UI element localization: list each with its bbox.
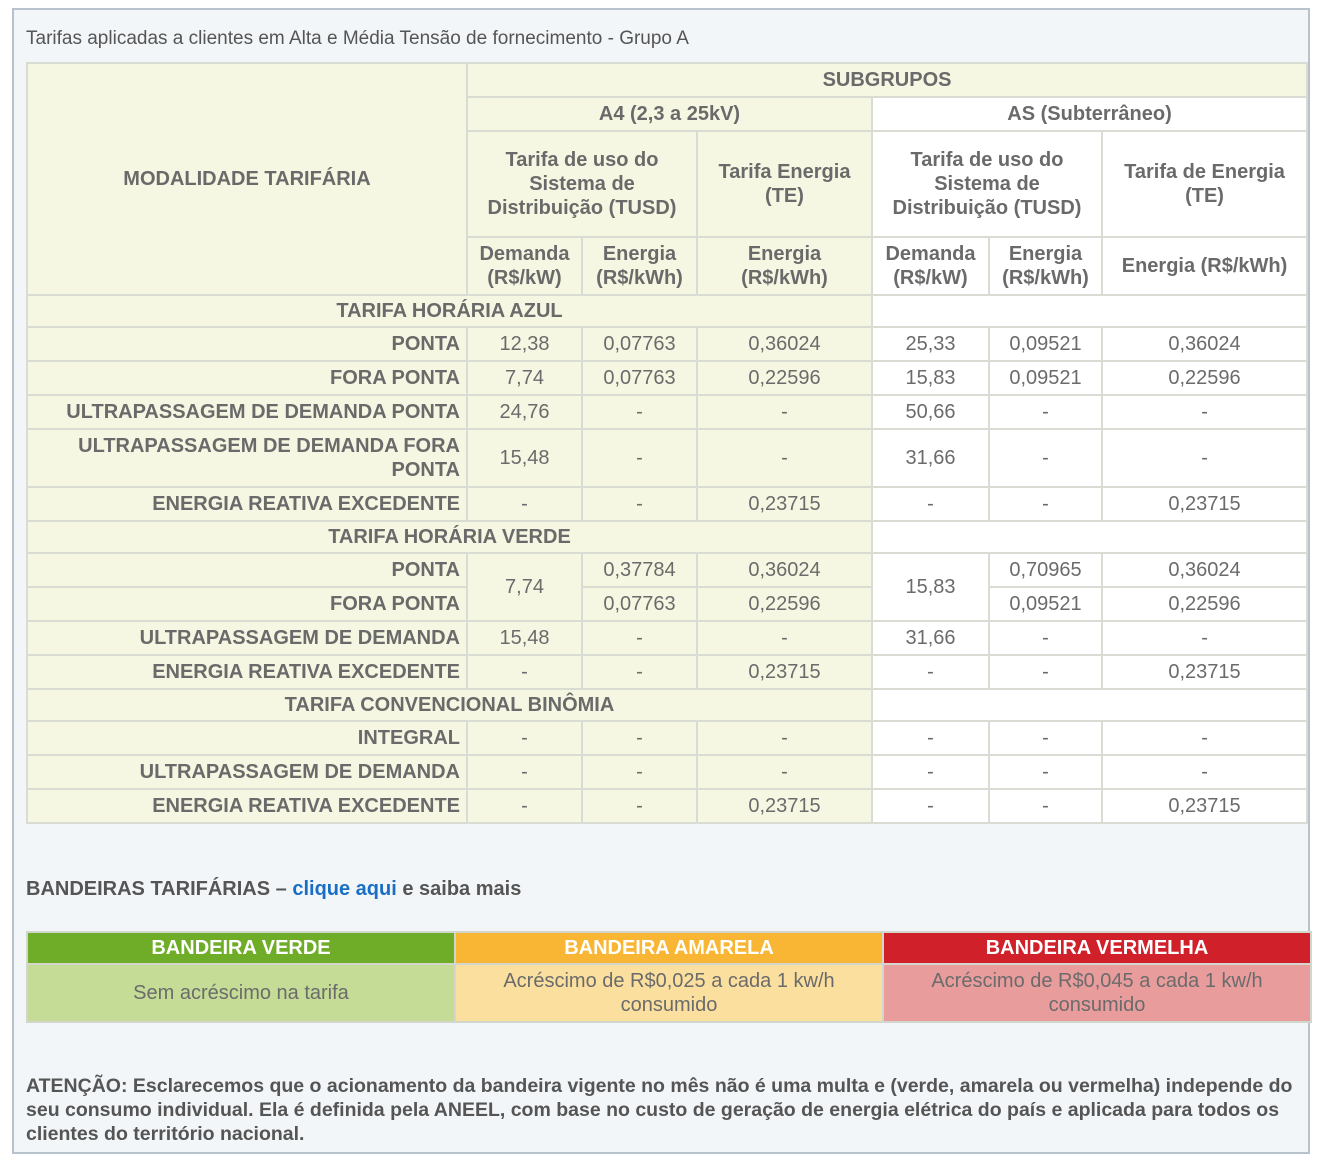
cell-value: -: [697, 721, 872, 755]
cell-value: -: [1102, 621, 1307, 655]
row-label: ENERGIA REATIVA EXCEDENTE: [27, 655, 467, 689]
flag-verde-header: BANDEIRA VERDE: [27, 932, 455, 964]
cell-value: -: [467, 789, 582, 823]
a4-demanda-header: Demanda (R$/kW): [467, 237, 582, 295]
attention-note: ATENÇÃO: Esclarecemos que o acionamento da bandeira vigente no mês não é uma multa e (verde, amarela ou vermelha) independe do seu consumo individual. Ela é definida pela ANEEL, com base no custo de geração de energia elétrica do país e aplicada para todos os clientes do território nacional.: [26, 1075, 1293, 1145]
tariff-panel: [12, 8, 1310, 1154]
modalidade-header: MODALIDADE TARIFÁRIA: [27, 63, 467, 295]
table-row: [27, 553, 1307, 587]
flag-amarela-text: Acréscimo de R$0,025 a cada 1 kw/h consumido: [455, 964, 883, 1022]
cell-value: -: [582, 395, 697, 429]
section-azul-blank: [872, 295, 1307, 327]
cell-value: 0,07763: [582, 361, 697, 395]
row-label: ENERGIA REATIVA EXCEDENTE: [27, 789, 467, 823]
flag-vermelha-text: Acréscimo de R$0,045 a cada 1 kw/h consumido: [883, 964, 1311, 1022]
cell-value: -: [989, 721, 1102, 755]
section-verde: TARIFA HORÁRIA VERDE: [27, 521, 872, 553]
bandeiras-title-suffix: e saiba mais: [402, 878, 522, 900]
table-row: [27, 327, 1307, 361]
cell-value: -: [1102, 755, 1307, 789]
cell-value: -: [872, 789, 989, 823]
cell-value: -: [1102, 395, 1307, 429]
cell-value: -: [467, 655, 582, 689]
row-label: INTEGRAL: [27, 721, 467, 755]
cell-value: -: [872, 655, 989, 689]
cell-value: -: [989, 487, 1102, 521]
cell-value: -: [989, 755, 1102, 789]
cell-value: -: [872, 487, 989, 521]
row-label: ULTRAPASSAGEM DE DEMANDA FORA PONTA: [27, 429, 467, 487]
cell-value: 7,74: [467, 361, 582, 395]
cell-value: -: [582, 721, 697, 755]
cell-value: 24,76: [467, 395, 582, 429]
as-demanda-header: Demanda (R$/kW): [872, 237, 989, 295]
cell-value: -: [582, 487, 697, 521]
cell-value: 0,23715: [1102, 789, 1307, 823]
cell-value: 0,36024: [697, 553, 872, 587]
table-row: [27, 655, 1307, 689]
table-row: [27, 721, 1307, 755]
cell-value: 0,22596: [697, 587, 872, 621]
cell-value: 0,22596: [697, 361, 872, 395]
cell-value: -: [582, 429, 697, 487]
clique-aqui-link[interactable]: clique aqui: [292, 878, 397, 900]
cell-value: 0,09521: [989, 327, 1102, 361]
cell-value: -: [582, 655, 697, 689]
as-tusd-header: Tarifa de uso do Sistema de Distribuição (TUSD): [872, 131, 1102, 237]
row-label: ULTRAPASSAGEM DE DEMANDA: [27, 621, 467, 655]
cell-value: -: [872, 755, 989, 789]
cell-value: 0,22596: [1102, 361, 1307, 395]
cell-value: 0,23715: [697, 655, 872, 689]
a4-tusd-header: Tarifa de uso do Sistema de Distribuição (TUSD): [467, 131, 697, 237]
a4-te-energia-header: Energia (R$/kWh): [697, 237, 872, 295]
table-row: [27, 429, 1307, 487]
table-row: [27, 621, 1307, 655]
row-label: FORA PONTA: [27, 361, 467, 395]
as-header: AS (Subterrâneo): [872, 97, 1307, 131]
cell-value: 0,07763: [582, 587, 697, 621]
row-label: ENERGIA REATIVA EXCEDENTE: [27, 487, 467, 521]
row-label: ULTRAPASSAGEM DE DEMANDA PONTA: [27, 395, 467, 429]
row-label: FORA PONTA: [27, 587, 467, 621]
cell-value: 15,83: [872, 553, 989, 621]
cell-value: 0,23715: [1102, 655, 1307, 689]
cell-value: -: [582, 621, 697, 655]
cell-value: 0,36024: [1102, 327, 1307, 361]
cell-value: -: [1102, 429, 1307, 487]
flag-amarela-header: BANDEIRA AMARELA: [455, 932, 883, 964]
flag-verde-text: Sem acréscimo na tarifa: [27, 964, 455, 1022]
cell-value: 0,36024: [697, 327, 872, 361]
as-te-energia-header: Energia (R$/kWh): [1102, 237, 1307, 295]
cell-value: 0,07763: [582, 327, 697, 361]
table-row: [27, 487, 1307, 521]
cell-value: -: [989, 621, 1102, 655]
cell-value: -: [989, 395, 1102, 429]
cell-value: -: [697, 395, 872, 429]
table-row: [27, 395, 1307, 429]
bandeiras-title-text: BANDEIRAS TARIFÁRIAS –: [26, 878, 287, 900]
cell-value: -: [989, 429, 1102, 487]
section-azul: TARIFA HORÁRIA AZUL: [27, 295, 872, 327]
section-verde-blank: [872, 521, 1307, 553]
cell-value: 15,48: [467, 429, 582, 487]
subgrupos-header: SUBGRUPOS: [467, 63, 1307, 97]
cell-value: 15,48: [467, 621, 582, 655]
cell-value: 0,70965: [989, 553, 1102, 587]
cell-value: 0,36024: [1102, 553, 1307, 587]
cell-value: 0,09521: [989, 361, 1102, 395]
cell-value: -: [697, 621, 872, 655]
row-label: ULTRAPASSAGEM DE DEMANDA: [27, 755, 467, 789]
cell-value: 0,09521: [989, 587, 1102, 621]
cell-value: -: [697, 429, 872, 487]
cell-value: -: [467, 755, 582, 789]
cell-value: 0,23715: [1102, 487, 1307, 521]
table-row: [27, 789, 1307, 823]
row-label: PONTA: [27, 327, 467, 361]
cell-value: -: [989, 789, 1102, 823]
cell-value: 31,66: [872, 429, 989, 487]
cell-value: -: [467, 721, 582, 755]
cell-value: -: [989, 655, 1102, 689]
flags-table: [26, 931, 1312, 1023]
cell-value: 50,66: [872, 395, 989, 429]
cell-value: -: [697, 755, 872, 789]
cell-value: 12,38: [467, 327, 582, 361]
as-te-header: Tarifa de Energia (TE): [1102, 131, 1307, 237]
cell-value: 0,23715: [697, 487, 872, 521]
table-caption: Tarifas aplicadas a clientes em Alta e Média Tensão de fornecimento - Grupo A: [26, 28, 689, 49]
tariff-table: [26, 62, 1308, 824]
cell-value: -: [872, 721, 989, 755]
a4-energia-header: Energia (R$/kWh): [582, 237, 697, 295]
table-row: [27, 587, 1307, 621]
row-label: PONTA: [27, 553, 467, 587]
flag-vermelha-header: BANDEIRA VERMELHA: [883, 932, 1311, 964]
as-energia-header: Energia (R$/kWh): [989, 237, 1102, 295]
bandeiras-title: [26, 878, 521, 901]
cell-value: 25,33: [872, 327, 989, 361]
section-convencional-blank: [872, 689, 1307, 721]
table-row: [27, 361, 1307, 395]
cell-value: -: [1102, 721, 1307, 755]
cell-value: 7,74: [467, 553, 582, 621]
cell-value: -: [582, 755, 697, 789]
cell-value: -: [582, 789, 697, 823]
cell-value: 15,83: [872, 361, 989, 395]
table-row: [27, 755, 1307, 789]
cell-value: 31,66: [872, 621, 989, 655]
cell-value: 0,23715: [697, 789, 872, 823]
section-convencional: TARIFA CONVENCIONAL BINÔMIA: [27, 689, 872, 721]
a4-header: A4 (2,3 a 25kV): [467, 97, 872, 131]
cell-value: 0,37784: [582, 553, 697, 587]
cell-value: 0,22596: [1102, 587, 1307, 621]
a4-te-header: Tarifa Energia (TE): [697, 131, 872, 237]
cell-value: -: [467, 487, 582, 521]
